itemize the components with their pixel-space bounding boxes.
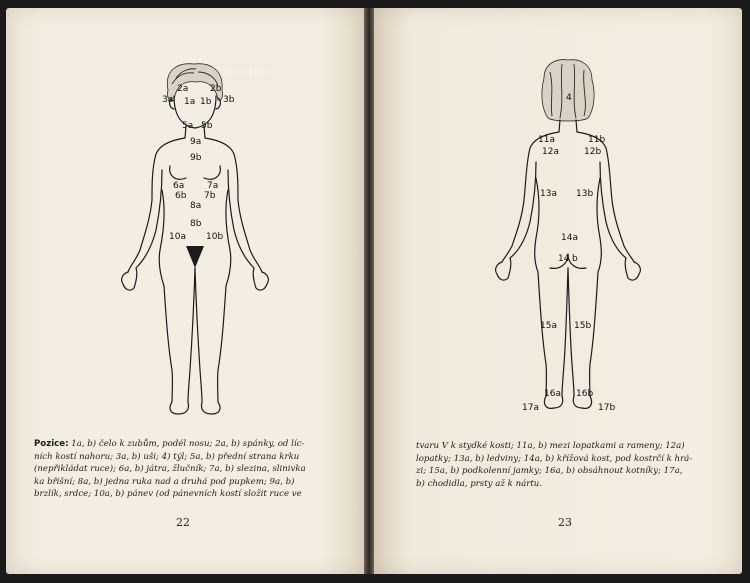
caption-line-4: ka břišní; 8a, b) jedna ruka nad a druhá pod pupkem; 9a, b) (34, 476, 295, 487)
front-body-figure (106, 60, 286, 420)
label-4: 4 (566, 93, 572, 103)
label-3b: 3b (223, 95, 235, 105)
label-12a: 12a (542, 147, 559, 157)
label-11b: 11b (588, 135, 606, 145)
caption-line-1-text: 1a, b) čelo k zubům, podél nosu; 2a, b) spánky, od líc- (71, 439, 305, 449)
label-16a: 16a (544, 389, 561, 399)
label-5b: 5b (201, 121, 213, 131)
left-page: ─ ─ ─ ─ ─ ─ ─ ─ ─ ─ ─ ─ ─ ─ ─ ─ ─ ─ 2a 2b 3a 1a 1b 3b 5a 5b 9a 9b 6a 7a 6b 7b 8a 8b 10a 10b Pozice: 1a, b) čelo k zubům, podél nosu; 2a, b) spánky, od líc- ních kostí nahoru; 3a, b) uši; 4) týl; 5a, b) přední strana krku (nepřikládat ruce); 6a, b) játra, žlučník; 7a, b) slezina, slinivka ka břišní; 8a, b) jedna ruka nad a druhá pod pupkem; 9a, b) brzlík, srdce; 10a, b) pánev (od pánevních kostí složit ruce ve 22 (6, 8, 364, 574)
label-17b: 17b (598, 403, 616, 413)
right-caption (416, 440, 721, 490)
label-1b: 1b (200, 97, 212, 107)
label-8b: 8b (190, 219, 202, 229)
label-7a: 7a (207, 181, 219, 191)
caption-line-1 (34, 438, 334, 451)
label-2b: 2b (210, 84, 222, 94)
caption-line-3: zi; 15a, b) podkolenní jamky; 16a, b) obsáhnout kotníky; 17a, (416, 466, 683, 476)
label-6b: 6b (175, 191, 187, 201)
page-number-right: 23 (558, 516, 572, 529)
caption-label: Pozice: (34, 439, 69, 449)
label-9a: 9a (190, 137, 202, 147)
left-caption (34, 438, 334, 501)
caption-line-4: b) chodidla, prsty až k nártu. (416, 478, 543, 489)
label-5a: 5a (182, 121, 194, 131)
label-3a: 3a (162, 95, 174, 105)
label-2a: 2a (177, 84, 189, 94)
label-13b: 13b (576, 189, 594, 199)
label-12b: 12b (584, 147, 602, 157)
label-1a: 1a (184, 97, 196, 107)
caption-line-2: ních kostí nahoru; 3a, b) uši; 4) týl; 5a, b) přední strana krku (34, 451, 300, 462)
label-13a: 13a (540, 189, 557, 199)
label-14: 14 (558, 254, 570, 264)
caption-line-1: tvaru V k stydké kosti; 11a, b) mezi lopatkami a rameny; 12a) (416, 441, 685, 451)
right-page (374, 8, 742, 574)
label-6a: 6a (173, 181, 185, 191)
book-gutter (364, 8, 374, 574)
caption-line-5: brzlík, srdce; 10a, b) pánev (od pánevních kostí složit ruce ve (34, 489, 302, 499)
caption-line-3: (nepřikládat ruce); 6a, b) játra, žlučník; 7a, b) slezina, slinivka (34, 464, 306, 474)
label-15b: 15b (574, 321, 592, 331)
back-body-figure (484, 58, 654, 418)
label-7b: 7b (204, 191, 216, 201)
label-10a: 10a (169, 232, 186, 242)
label-8a: 8a (190, 201, 202, 211)
label-16b: 16b (576, 389, 594, 399)
label-17a: 17a (522, 403, 539, 413)
label-15a: 15a (540, 321, 557, 331)
label-11a: 11a (538, 135, 555, 145)
label-14b: b (572, 254, 578, 264)
label-14a: 14a (561, 233, 578, 243)
page-number-left: 22 (176, 516, 190, 529)
label-10b: 10b (206, 232, 224, 242)
label-9b: 9b (190, 153, 202, 163)
caption-line-2: lopatky; 13a, b) ledviny; 14a, b) křížová kost, pod kostrčí k hrá- (416, 453, 693, 464)
